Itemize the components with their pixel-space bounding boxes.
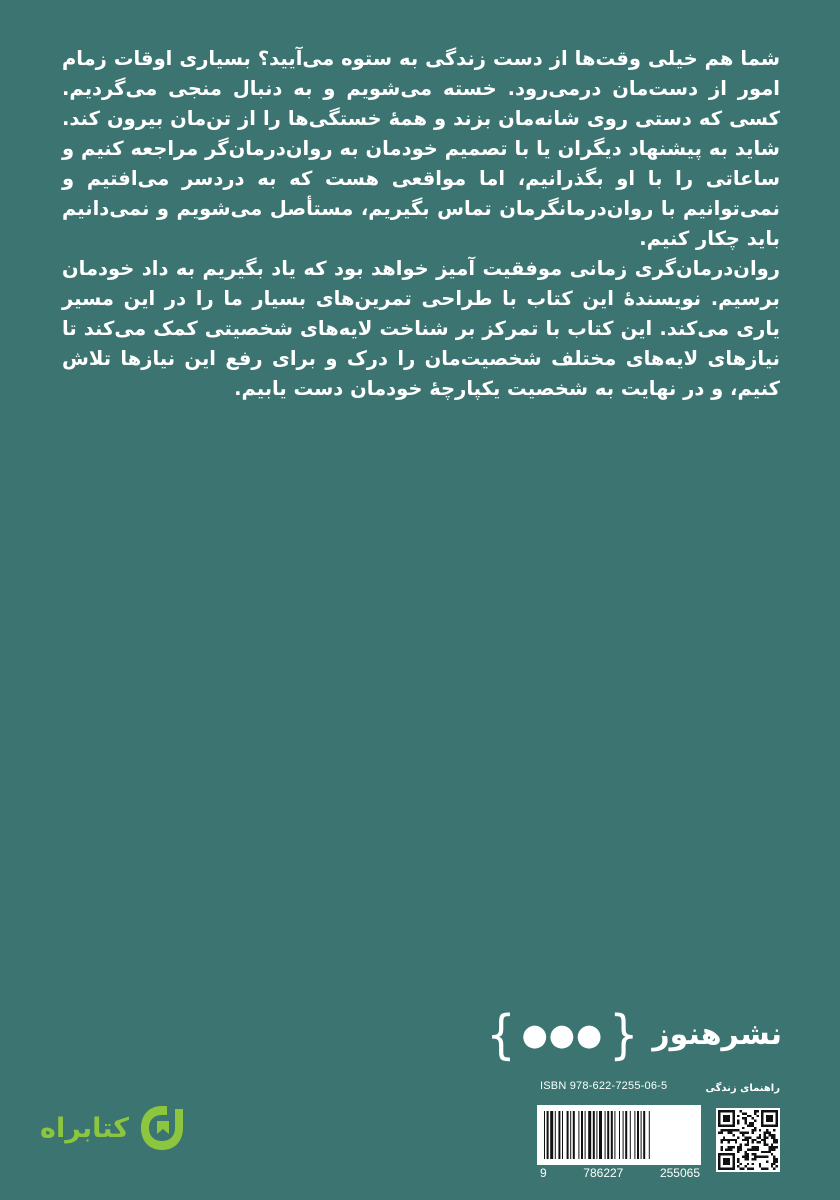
- qr-pattern: [718, 1110, 778, 1170]
- isbn-label: ISBN 978-622-7255-06-5: [540, 1080, 668, 1092]
- barcode-digits: [540, 1166, 700, 1180]
- blurb-paragraph-1: شما هم خیلی وقت‌ها از دست زندگی به ستوه می‌آیید؟ بسیاری اوقات زمام امور از دست‌مان در‌می‌رود. خسته می‌شویم و به دنبال منجی می‌گردیم. کسی که دستی روی شانه‌مان بزند و همهٔ خستگی‌ها را از تن‌مان بیرون کند. شاید به پیشنهاد دیگران یا با تصمیم خودمان به روان‌درمان‌گر مراجعه کنیم و ساعاتی را با او بگذرانیم، اما مواقعی هست که به دردسر می‌افتیم و نمی‌توانیم با روان‌درمانگرمان تماس بگیریم، مستأصل می‌شویم و نمی‌دانیم باید چکار کنیم.: [62, 47, 780, 250]
- store-logo: [40, 1100, 198, 1156]
- series-label: راهنمای زندگی: [705, 1083, 780, 1094]
- publisher-logo: [486, 1002, 782, 1066]
- publisher-name: نشرهنوز: [652, 1016, 782, 1052]
- store-bookmark-icon: [137, 1103, 187, 1153]
- barcode-digit-first: 9: [540, 1166, 547, 1180]
- qr-code-icon: [716, 1108, 780, 1172]
- brace-open: {: [486, 1002, 516, 1066]
- barcode-digits-middle: 786227: [583, 1166, 624, 1180]
- dots-icon: ●●●: [521, 1018, 604, 1053]
- blurb-text: [62, 44, 780, 404]
- barcode-digits-last: 255065: [659, 1166, 700, 1180]
- blurb-paragraph-2: روان‌درمان‌گری زمانی موفقیت آمیز خواهد بود که یاد بگیریم به داد خودمان برسیم. نویسندهٔ این کتاب با طراحی تمرین‌های بسیار ما را در این مسیر یاری می‌کند. این کتاب با تمرکز بر شناخت لایه‌های شخصیتی کمک می‌کند تا نیازهای لایه‌های مختلف شخصیت‌مان را درک و برای رفع این نیازها تلاش کنیم، و در نهایت به شخصیت یکپارچهٔ خودمان دست یابیم.: [62, 257, 780, 400]
- publisher-brace-mark: [486, 1002, 639, 1066]
- barcode-bars-icon: [543, 1111, 695, 1159]
- barcode: [537, 1105, 701, 1165]
- store-name: کتابراه: [40, 1112, 129, 1144]
- brace-close: }: [609, 1002, 639, 1066]
